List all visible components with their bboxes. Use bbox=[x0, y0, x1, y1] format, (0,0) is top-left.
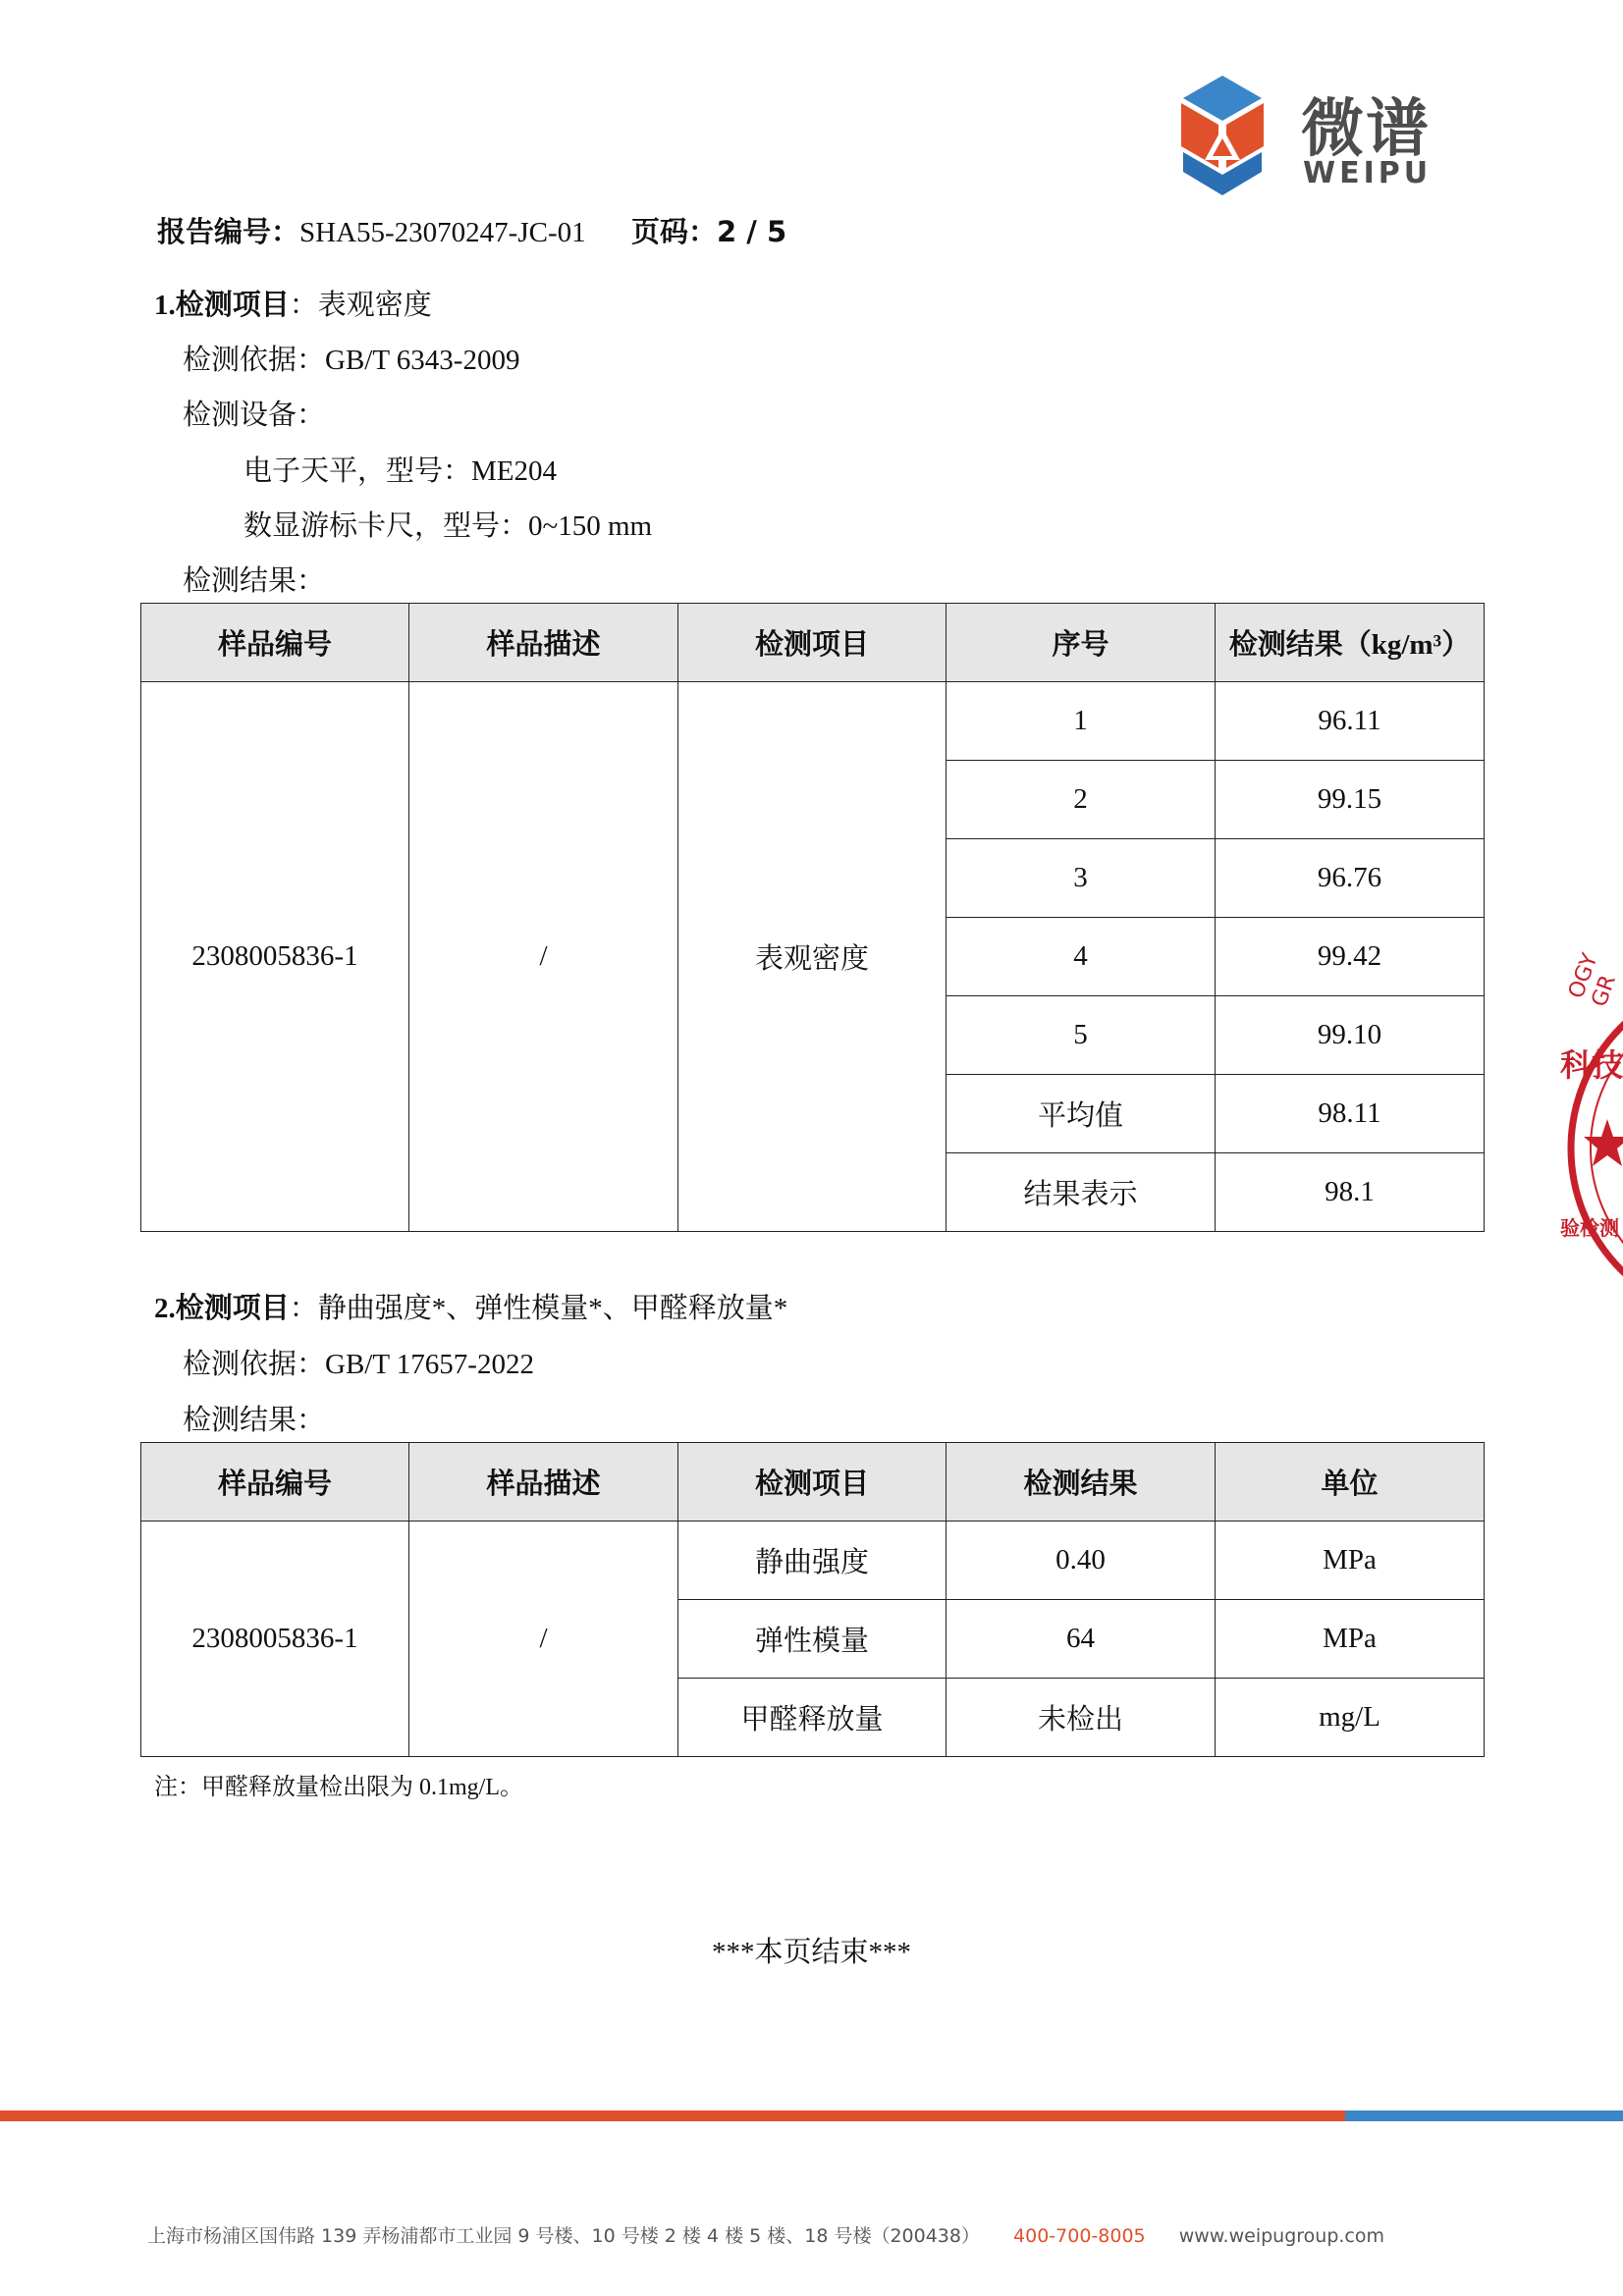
page-number-line bbox=[631, 210, 786, 250]
report-number-label: 报告编号： bbox=[157, 215, 300, 248]
result-cell: 未检出 bbox=[947, 1679, 1216, 1757]
footer-phone: 400-700-8005 bbox=[1013, 2225, 1146, 2247]
section2-title-num: 2.检测项目 bbox=[154, 1293, 290, 1324]
footer-website: www.weipugroup.com bbox=[1178, 2225, 1385, 2247]
seq-cell: 4 bbox=[947, 918, 1216, 996]
sample-no-cell: 2308005836-1 bbox=[141, 1522, 409, 1757]
test-item-cell: 静曲强度 bbox=[678, 1522, 947, 1600]
company-seal bbox=[1556, 950, 1623, 1325]
weipu-logo bbox=[1154, 74, 1458, 201]
table-row bbox=[141, 682, 1485, 761]
logo-text-en: WEIPU bbox=[1303, 156, 1433, 190]
section1-title-num: 1.检测项目 bbox=[154, 290, 290, 321]
seq-cell: 1 bbox=[947, 682, 1216, 761]
table-header-row bbox=[141, 1443, 1485, 1522]
section1-result-label: 检测结果： bbox=[183, 565, 326, 597]
page-number: 2 / 5 bbox=[717, 215, 787, 248]
test-item-cell: 表观密度 bbox=[678, 682, 947, 1232]
report-number-line bbox=[157, 210, 586, 250]
section1-equipment-label: 检测设备： bbox=[183, 400, 326, 431]
footer-line bbox=[147, 2221, 1384, 2248]
result-cell: 99.10 bbox=[1216, 996, 1485, 1075]
seal-text-bottom: 验检测 bbox=[1560, 1218, 1619, 1240]
result-cell: 99.42 bbox=[1216, 918, 1485, 996]
table-header-row bbox=[141, 604, 1485, 682]
header-unit: 单位 bbox=[1216, 1443, 1485, 1522]
seal-text-top: OGY GR bbox=[1564, 950, 1622, 1011]
header-sample-desc: 样品描述 bbox=[409, 604, 678, 682]
header-sample-desc: 样品描述 bbox=[409, 1443, 678, 1522]
result-cell: 64 bbox=[947, 1600, 1216, 1679]
equipment-item-caliper: 数显游标卡尺，型号：0~150 mm bbox=[243, 510, 653, 542]
result-cell: 0.40 bbox=[947, 1522, 1216, 1600]
equipment-item-balance: 电子天平，型号：ME204 bbox=[243, 455, 558, 487]
section2-note: 注：甲醛释放量检出限为 0.1mg/L。 bbox=[154, 1775, 523, 1800]
footer-bar-orange bbox=[0, 2110, 1345, 2121]
page-label: 页码： bbox=[631, 215, 718, 248]
header-sample-no: 样品编号 bbox=[141, 1443, 409, 1522]
test-item-cell: 甲醛释放量 bbox=[678, 1679, 947, 1757]
header-result: 检测结果（kg/m³） bbox=[1216, 604, 1485, 682]
seq-cell: 2 bbox=[947, 761, 1216, 839]
report-number: SHA55-23070247-JC-01 bbox=[299, 217, 586, 248]
section2-basis: 检测依据：GB/T 17657-2022 bbox=[183, 1349, 534, 1380]
seal-icon bbox=[1556, 972, 1623, 1325]
result-cell: 98.11 bbox=[1216, 1075, 1485, 1153]
footer-bar-blue bbox=[1345, 2110, 1623, 2121]
section2-result-label: 检测结果： bbox=[183, 1405, 326, 1436]
header-test-item: 检测项目 bbox=[678, 604, 947, 682]
sample-no-cell: 2308005836-1 bbox=[141, 682, 409, 1232]
section1-title-value: ：表观密度 bbox=[289, 290, 432, 321]
seq-cell: 5 bbox=[947, 996, 1216, 1075]
section2-title-value: ：静曲强度*、弹性模量*、甲醛释放量* bbox=[289, 1293, 788, 1324]
header-test-item: 检测项目 bbox=[678, 1443, 947, 1522]
density-result-table bbox=[140, 603, 1485, 1232]
section1-title bbox=[154, 283, 432, 323]
section2-title bbox=[154, 1286, 787, 1326]
strength-result-table bbox=[140, 1442, 1485, 1757]
seq-cell: 平均值 bbox=[947, 1075, 1216, 1153]
section1-basis: 检测依据：GB/T 6343-2009 bbox=[183, 345, 520, 376]
seal-text-mid: 科技 bbox=[1560, 1047, 1623, 1083]
header-sample-no: 样品编号 bbox=[141, 604, 409, 682]
result-cell: 98.1 bbox=[1216, 1153, 1485, 1232]
unit-cell: mg/L bbox=[1216, 1679, 1485, 1757]
logo-text-cn: 微谱 bbox=[1301, 93, 1431, 166]
sample-desc-cell: / bbox=[409, 682, 678, 1232]
test-item-cell: 弹性模量 bbox=[678, 1600, 947, 1679]
sample-desc-cell: / bbox=[409, 1522, 678, 1757]
header-result: 检测结果 bbox=[947, 1443, 1216, 1522]
unit-cell: MPa bbox=[1216, 1600, 1485, 1679]
footer-address: 上海市杨浦区国伟路 139 弄杨浦都市工业园 9 号楼、10 号楼 2 楼 4 楼 5 楼、18 号楼（200438） bbox=[147, 2225, 980, 2247]
table-row bbox=[141, 1522, 1485, 1600]
result-cell: 96.76 bbox=[1216, 839, 1485, 918]
page-end-mark: ***本页结束*** bbox=[711, 1937, 911, 1968]
seq-cell: 3 bbox=[947, 839, 1216, 918]
unit-cell: MPa bbox=[1216, 1522, 1485, 1600]
result-cell: 96.11 bbox=[1216, 682, 1485, 761]
logo-mark-icon bbox=[1154, 74, 1291, 201]
header-seq: 序号 bbox=[947, 604, 1216, 682]
result-cell: 99.15 bbox=[1216, 761, 1485, 839]
seq-cell: 结果表示 bbox=[947, 1153, 1216, 1232]
